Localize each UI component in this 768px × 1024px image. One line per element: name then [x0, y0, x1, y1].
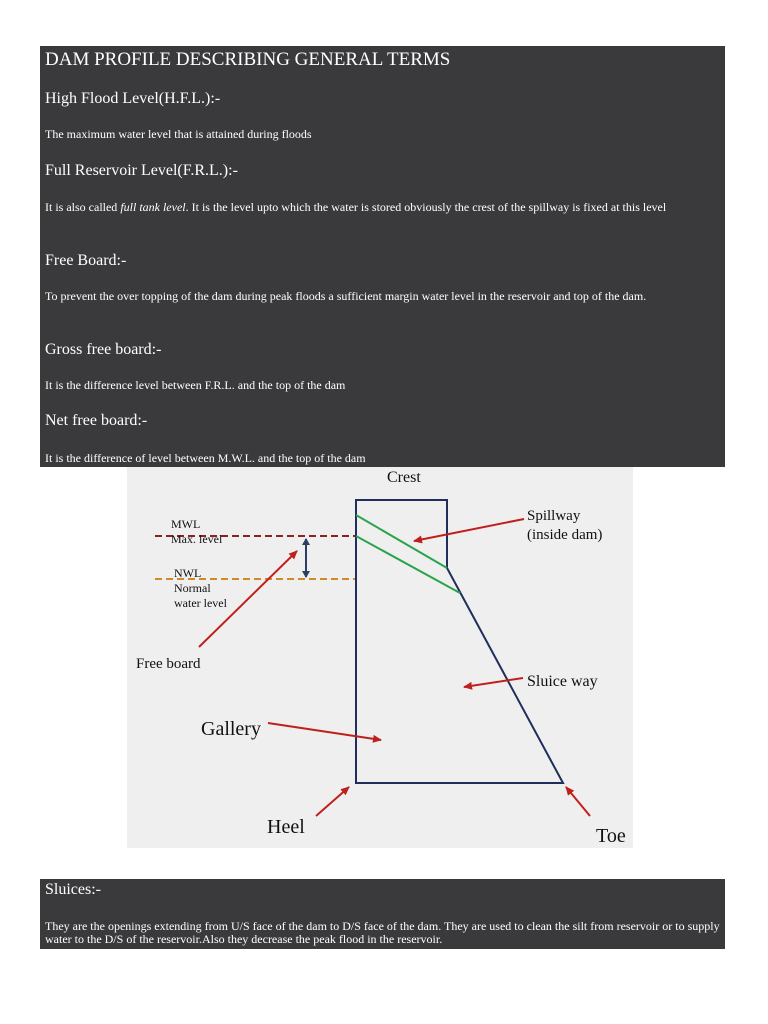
frl-text-start: It is also called: [45, 200, 121, 214]
gallery-arrow: [268, 723, 381, 740]
hfl-heading: High Flood Level(H.F.L.):-: [45, 90, 221, 107]
normal-label: Normal: [174, 581, 211, 595]
gross-free-board-heading: Gross free board:-: [45, 341, 162, 358]
free-board-text: To prevent the over topping of the dam during peak floods a sufficient margin water level in the reservoir and top of the dam.: [45, 289, 647, 303]
nwl-label: NWL: [174, 566, 202, 580]
toe-arrow: [566, 787, 590, 816]
frl-text: [45, 201, 720, 214]
spillway-inside-dam-label: (inside dam): [527, 527, 603, 543]
spillway-label: Spillway: [527, 508, 581, 524]
dam-profile-diagram: [127, 467, 633, 848]
bottom-text-panel: [40, 879, 725, 949]
frl-text-end: . It is the level upto which the water is stored obviously the crest of the spillway is fixed at this level: [185, 200, 667, 214]
net-free-board-text: It is the difference of level between M.W.L. and the top of the dam: [45, 451, 366, 465]
gallery-label: Gallery: [201, 718, 261, 740]
top-text-panel: [40, 46, 725, 467]
mwl-label: MWL: [171, 517, 201, 531]
net-free-board-heading: Net free board:-: [45, 412, 148, 429]
page-title: DAM PROFILE DESCRIBING GENERAL TERMS: [45, 49, 451, 70]
frl-heading: Full Reservoir Level(F.R.L.):-: [45, 162, 238, 179]
sluice-way-arrow: [464, 678, 523, 687]
sluices-text: They are the openings extending from U/S face of the dam to D/S face of the dam. They are used to clean the silt from reservoir or to supply water to the D/S of the reservoir.Also they decrease the peak flood in the reservoir.: [45, 919, 720, 946]
max-level-label: Max. level: [171, 532, 223, 546]
crest-label: Crest: [387, 469, 421, 486]
hfl-text: The maximum water level that is attained during floods: [45, 127, 312, 141]
heel-label: Heel: [267, 816, 305, 838]
water-level-label: water level: [174, 596, 227, 610]
sluices-heading: Sluices:-: [45, 881, 101, 898]
heel-arrow: [316, 787, 349, 816]
gross-free-board-text: It is the difference level between F.R.L. and the top of the dam: [45, 378, 346, 392]
spillway-arrow: [414, 519, 524, 541]
sluice-way-label: Sluice way: [527, 673, 598, 690]
toe-label: Toe: [596, 825, 626, 847]
free-board-label: Free board: [136, 656, 201, 672]
free-board-heading: Free Board:-: [45, 252, 127, 269]
frl-text-italic: full tank level: [120, 200, 186, 214]
